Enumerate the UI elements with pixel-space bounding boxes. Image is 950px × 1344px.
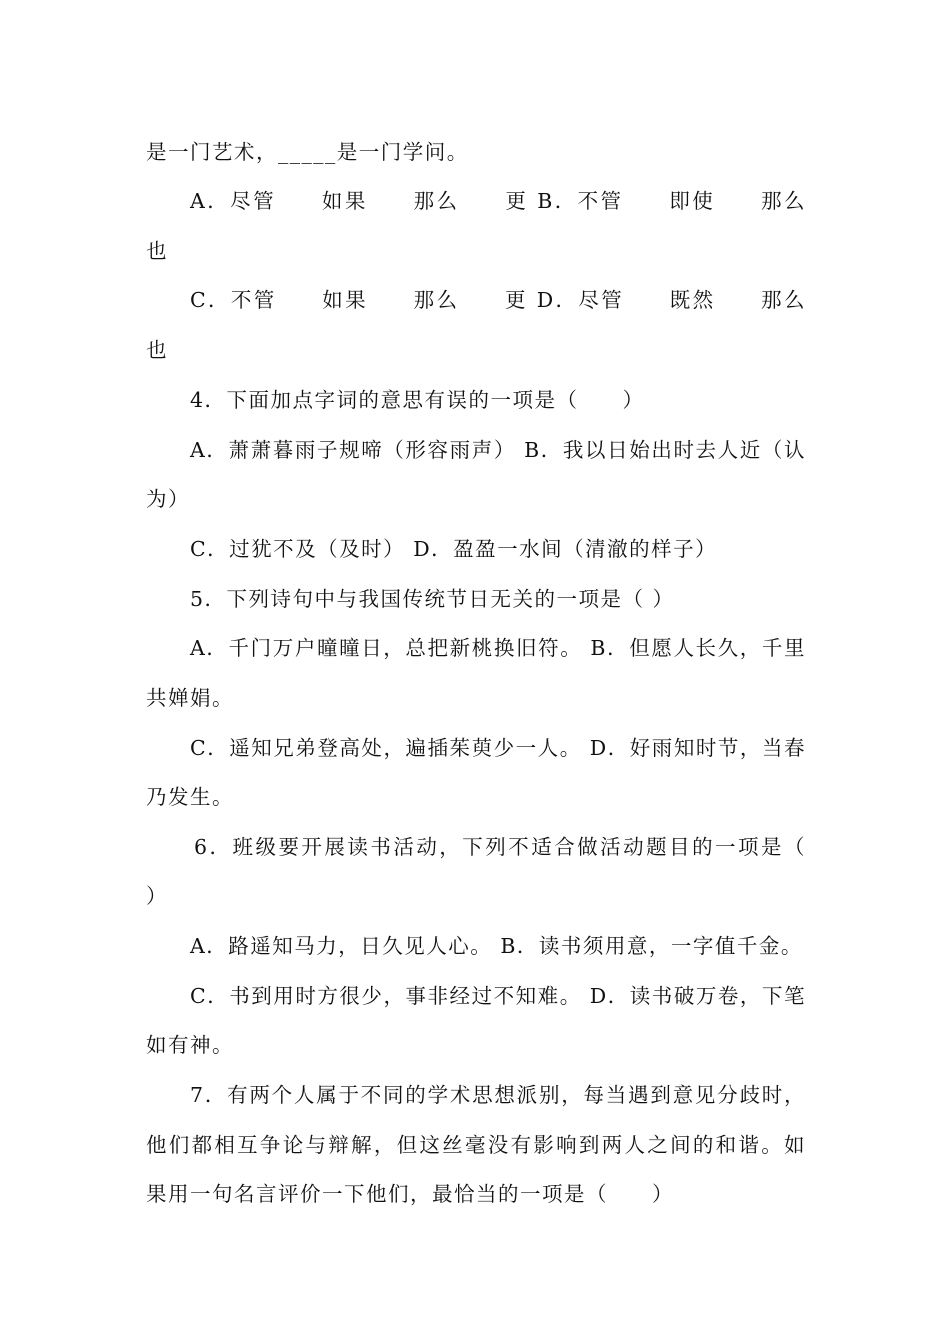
option-line: C．遥知兄弟登高处，遍插茱萸少一人。 D．好雨知时节，当春 [190,736,806,760]
question-6: 6．班级要开展读书活动，下列不适合做活动题目的一项是（ [194,835,806,859]
option-line: A．尽管 如果 那么 更 B．不管 即使 那么 [190,189,806,213]
option-line: A．路遥知马力，日久见人心。 B．读书须用意，一字值千金。 [190,934,803,958]
text-line: 也 [146,239,168,263]
text-line: 如有神。 [146,1033,234,1057]
text-line: ） [146,884,168,908]
option-line: A．千门万户曈曈日，总把新桃换旧符。 B．但愿人长久，千里 [190,636,806,660]
question-5: 5．下列诗句中与我国传统节日无关的一项是（ ） [190,587,675,611]
option-line: C．过犹不及（及时） D．盈盈一水间（清澈的样子） [190,537,718,561]
option-line: C．书到用时方很少，事非经过不知难。 D．读书破万卷，下笔 [190,984,806,1008]
question-4: 4．下面加点字词的意思有误的一项是（ ） [190,388,645,412]
text-line: 他们都相互争论与辩解，但这丝毫没有影响到两人之间的和谐。如 [146,1133,806,1157]
question-7: 7．有两个人属于不同的学术思想派别，每当遇到意见分歧时， [190,1083,806,1107]
text-line: 为） [146,487,190,511]
text-line: 果用一句名言评价一下他们，最恰当的一项是（ ） [146,1182,674,1206]
text-line: 是一门艺术，_____是一门学问。 [146,140,469,164]
option-line: C．不管 如果 那么 更 D．尽管 既然 那么 [190,288,806,312]
text-line: 也 [146,338,168,362]
text-line: 共婵娟。 [146,686,234,710]
text-line: 乃发生。 [146,785,234,809]
option-line: A．萧萧暮雨子规啼（形容雨声） B．我以日始出时去人近（认 [190,438,806,462]
